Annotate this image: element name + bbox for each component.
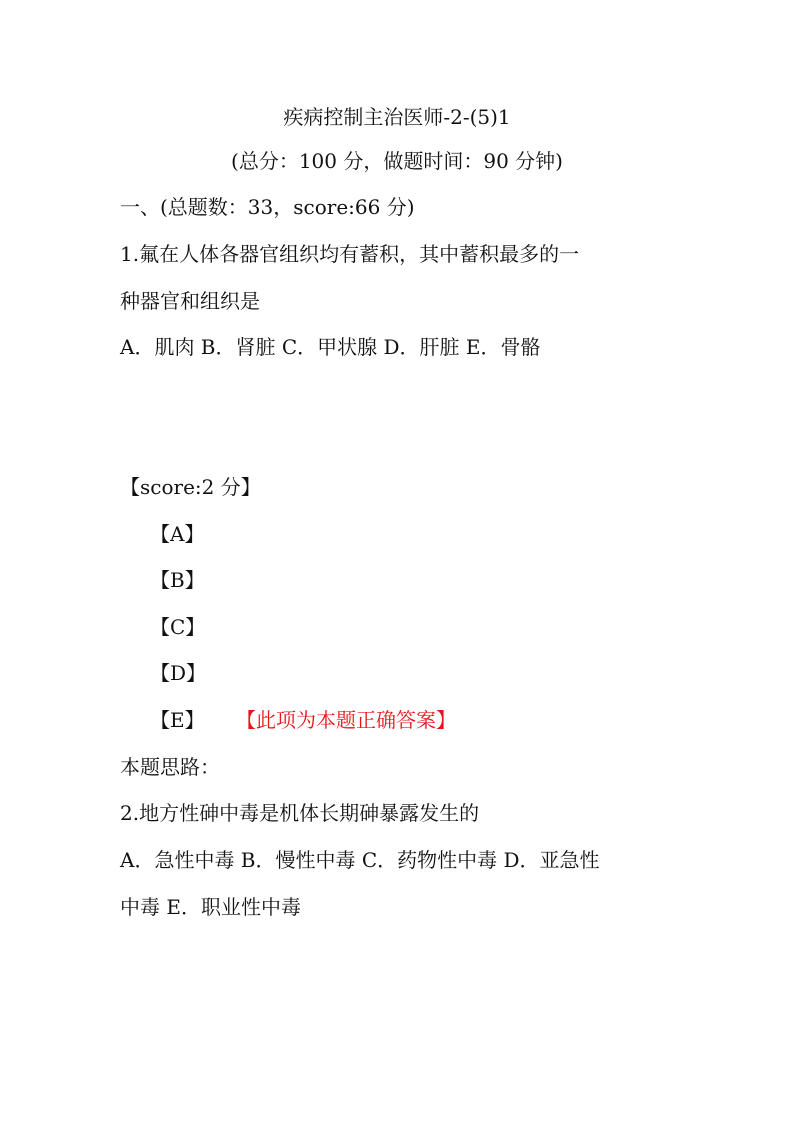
section-header: 一、(总题数：33，score:66 分): [120, 195, 415, 219]
answer-choice-a: 【A】: [150, 522, 205, 546]
question-1-options: A．肌肉 B．肾脏 C．甲状腺 D．肝脏 E．骨骼: [120, 335, 541, 359]
correct-answer-marker: 【此项为本题正确答案】: [236, 708, 456, 732]
answer-choice-e: 【E】: [150, 708, 205, 732]
answer-choice-b: 【B】: [150, 568, 205, 592]
document-title: 疾病控制主治医师-2-(5)1: [283, 105, 511, 129]
question-1-score: 【score:2 分】: [120, 475, 261, 499]
question-2-stem: 2.地方性砷中毒是机体长期砷暴露发生的: [120, 801, 480, 825]
question-2-options-line-2: 中毒 E．职业性中毒: [120, 895, 301, 919]
question-2-options-line-1: A．急性中毒 B．慢性中毒 C．药物性中毒 D．亚急性: [120, 848, 600, 872]
question-1-explanation-label: 本题思路：: [120, 755, 220, 779]
question-1-stem-line-1: 1.氟在人体各器官组织均有蓄积，其中蓄积最多的一: [120, 242, 580, 266]
question-1-stem-line-2: 种器官和组织是: [120, 289, 260, 313]
answer-choice-d: 【D】: [150, 661, 207, 685]
answer-choice-c: 【C】: [150, 615, 206, 639]
document-subtitle: (总分：100 分，做题时间：90 分钟): [231, 149, 563, 173]
